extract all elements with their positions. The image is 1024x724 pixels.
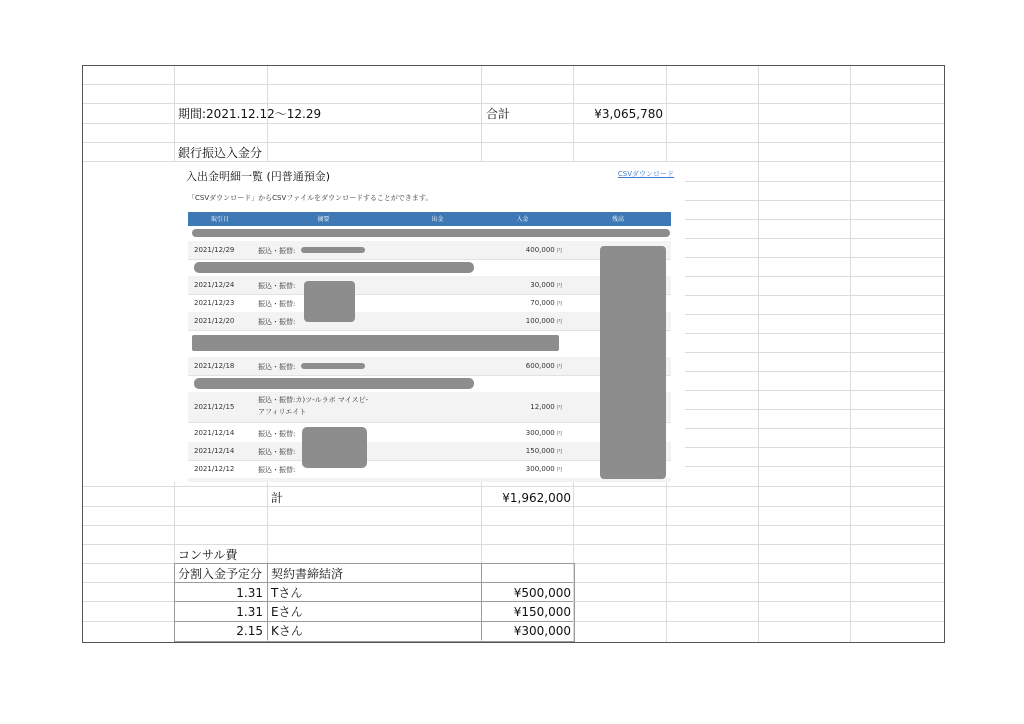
- row-description: 振込・振替:カ)ツ-ルラボ マイスピ-: [258, 396, 369, 404]
- amount-value: 300,000: [525, 465, 555, 473]
- column-header: 残高: [611, 216, 624, 223]
- grid-line: [850, 66, 851, 642]
- grid-line: [685, 447, 944, 448]
- redacted-name: [302, 427, 367, 468]
- redacted-balance-column: [600, 246, 666, 479]
- statement-row: [188, 276, 671, 295]
- installment-date: 1.31: [236, 586, 263, 600]
- grid-line: [685, 352, 944, 353]
- redacted-row: [194, 378, 474, 389]
- redacted-name: [301, 363, 365, 369]
- amount-value: 100,000: [525, 317, 555, 325]
- statement-row: [188, 442, 671, 461]
- grid-line: [685, 276, 944, 277]
- row-amount: [484, 465, 562, 473]
- row-date: 2021/12/18: [194, 362, 235, 370]
- yen-unit: 円: [556, 319, 562, 325]
- row-amount: [484, 281, 562, 289]
- row-description-line2: アフィリエイト: [258, 408, 307, 416]
- installment-header: 分割入金予定分: [178, 567, 263, 581]
- row-description: 振込・振替:: [258, 282, 296, 290]
- grid-line: [83, 84, 944, 85]
- period-cell: 期間:2021.12.12〜12.29: [178, 107, 322, 121]
- grid-line: [83, 103, 944, 104]
- row-date: 2021/12/24: [194, 281, 235, 289]
- installment-name: Tさん: [271, 586, 303, 600]
- yen-unit: 円: [556, 431, 562, 437]
- yen-unit: 円: [556, 301, 562, 307]
- bank-section-cell: 銀行振込入金分: [178, 146, 263, 160]
- amount-value: 30,000: [530, 281, 555, 289]
- consult-label-cell: コンサル費: [178, 548, 238, 562]
- statement-row: [188, 460, 671, 479]
- statement-row: [188, 424, 671, 443]
- subtotal-label-cell: 計: [271, 491, 284, 505]
- grid-line: [83, 544, 944, 545]
- row-description: 振込・振替:: [258, 247, 296, 255]
- grid-line: [83, 142, 944, 143]
- statement-row: [188, 357, 671, 376]
- installment-name: Eさん: [271, 605, 303, 619]
- yen-unit: 円: [556, 405, 562, 411]
- row-description: 振込・振替:: [258, 466, 296, 474]
- row-description: 振込・振替:: [258, 430, 296, 438]
- row-date: 2021/12/14: [194, 447, 235, 455]
- yen-unit: 円: [556, 248, 562, 254]
- statement-title: 入出金明細一覧 (円普通預金): [186, 170, 331, 183]
- total-label-cell: 合計: [486, 107, 511, 121]
- grid-line: [685, 428, 944, 429]
- yen-unit: 円: [556, 467, 562, 473]
- statement-row: [188, 241, 671, 260]
- statement-note: 「CSVダウンロード」からCSVファイルをダウンロードすることができます。: [188, 194, 433, 202]
- statement-row: [188, 312, 671, 331]
- grid-line: [685, 200, 944, 201]
- contract-header: 契約書締結済: [271, 567, 344, 581]
- amount-value: 400,000: [525, 246, 555, 254]
- yen-unit: 円: [556, 283, 562, 289]
- grid-line: [83, 525, 944, 526]
- redacted-row: [192, 335, 559, 351]
- row-amount: [484, 429, 562, 437]
- grid-line: [685, 257, 944, 258]
- installment-amount: ¥300,000: [513, 624, 571, 638]
- row-description: 振込・振替:: [258, 300, 296, 308]
- amount-value: 12,000: [530, 403, 555, 411]
- installment-amount: ¥150,000: [513, 605, 571, 619]
- yen-unit: 円: [556, 364, 562, 370]
- row-amount: [484, 403, 562, 411]
- row-description: 振込・振替:: [258, 318, 296, 326]
- grid-line: [685, 409, 944, 410]
- installment-amount: ¥500,000: [513, 586, 571, 600]
- row-amount: [484, 246, 562, 254]
- amount-value: 70,000: [530, 299, 555, 307]
- redacted-name: [301, 247, 365, 253]
- grid-line: [685, 314, 944, 315]
- yen-unit: 円: [556, 449, 562, 455]
- redacted-row: [194, 262, 474, 273]
- amount-value: 300,000: [525, 429, 555, 437]
- column-header: 出金: [431, 216, 444, 223]
- total-value-cell: ¥3,065,780: [594, 107, 663, 121]
- subtotal-value-cell: ¥1,962,000: [502, 491, 571, 505]
- grid-line: [685, 295, 944, 296]
- grid-line: [758, 66, 759, 642]
- statement-header-row: [188, 212, 671, 226]
- grid-line: [685, 371, 944, 372]
- grid-line: [685, 181, 944, 182]
- row-amount: [484, 299, 562, 307]
- grid-line: [685, 390, 944, 391]
- statement-row: [188, 392, 671, 423]
- bank-statement-image: [174, 162, 684, 482]
- installment-date: 1.31: [236, 605, 263, 619]
- column-header: 取引日: [210, 216, 229, 223]
- installment-name: Kさん: [271, 624, 303, 638]
- grid-line: [83, 486, 944, 487]
- row-date: 2021/12/14: [194, 429, 235, 437]
- row-amount: [484, 447, 562, 455]
- installment-date: 2.15: [236, 624, 263, 638]
- grid-line: [685, 466, 944, 467]
- row-date: 2021/12/23: [194, 299, 235, 307]
- row-date: 2021/12/20: [194, 317, 235, 325]
- row-amount: [484, 362, 562, 370]
- csv-download-link[interactable]: CSVダウンロード: [617, 170, 674, 178]
- row-date: 2021/12/29: [194, 246, 235, 254]
- row-date: 2021/12/12: [194, 465, 235, 473]
- amount-value: 150,000: [525, 447, 555, 455]
- statement-row-partial: [188, 478, 671, 482]
- row-description: 振込・振替:: [258, 448, 296, 456]
- row-description: 振込・振替:: [258, 363, 296, 371]
- row-date: 2021/12/15: [194, 403, 235, 411]
- amount-value: 600,000: [525, 362, 555, 370]
- statement-row: [188, 294, 671, 313]
- grid-line: [685, 333, 944, 334]
- grid-line: [685, 238, 944, 239]
- row-amount: [484, 317, 562, 325]
- redacted-row: [192, 229, 670, 237]
- column-header: 摘要: [317, 216, 330, 223]
- column-header: 入金: [516, 216, 529, 223]
- grid-line: [685, 219, 944, 220]
- redacted-name: [304, 281, 355, 322]
